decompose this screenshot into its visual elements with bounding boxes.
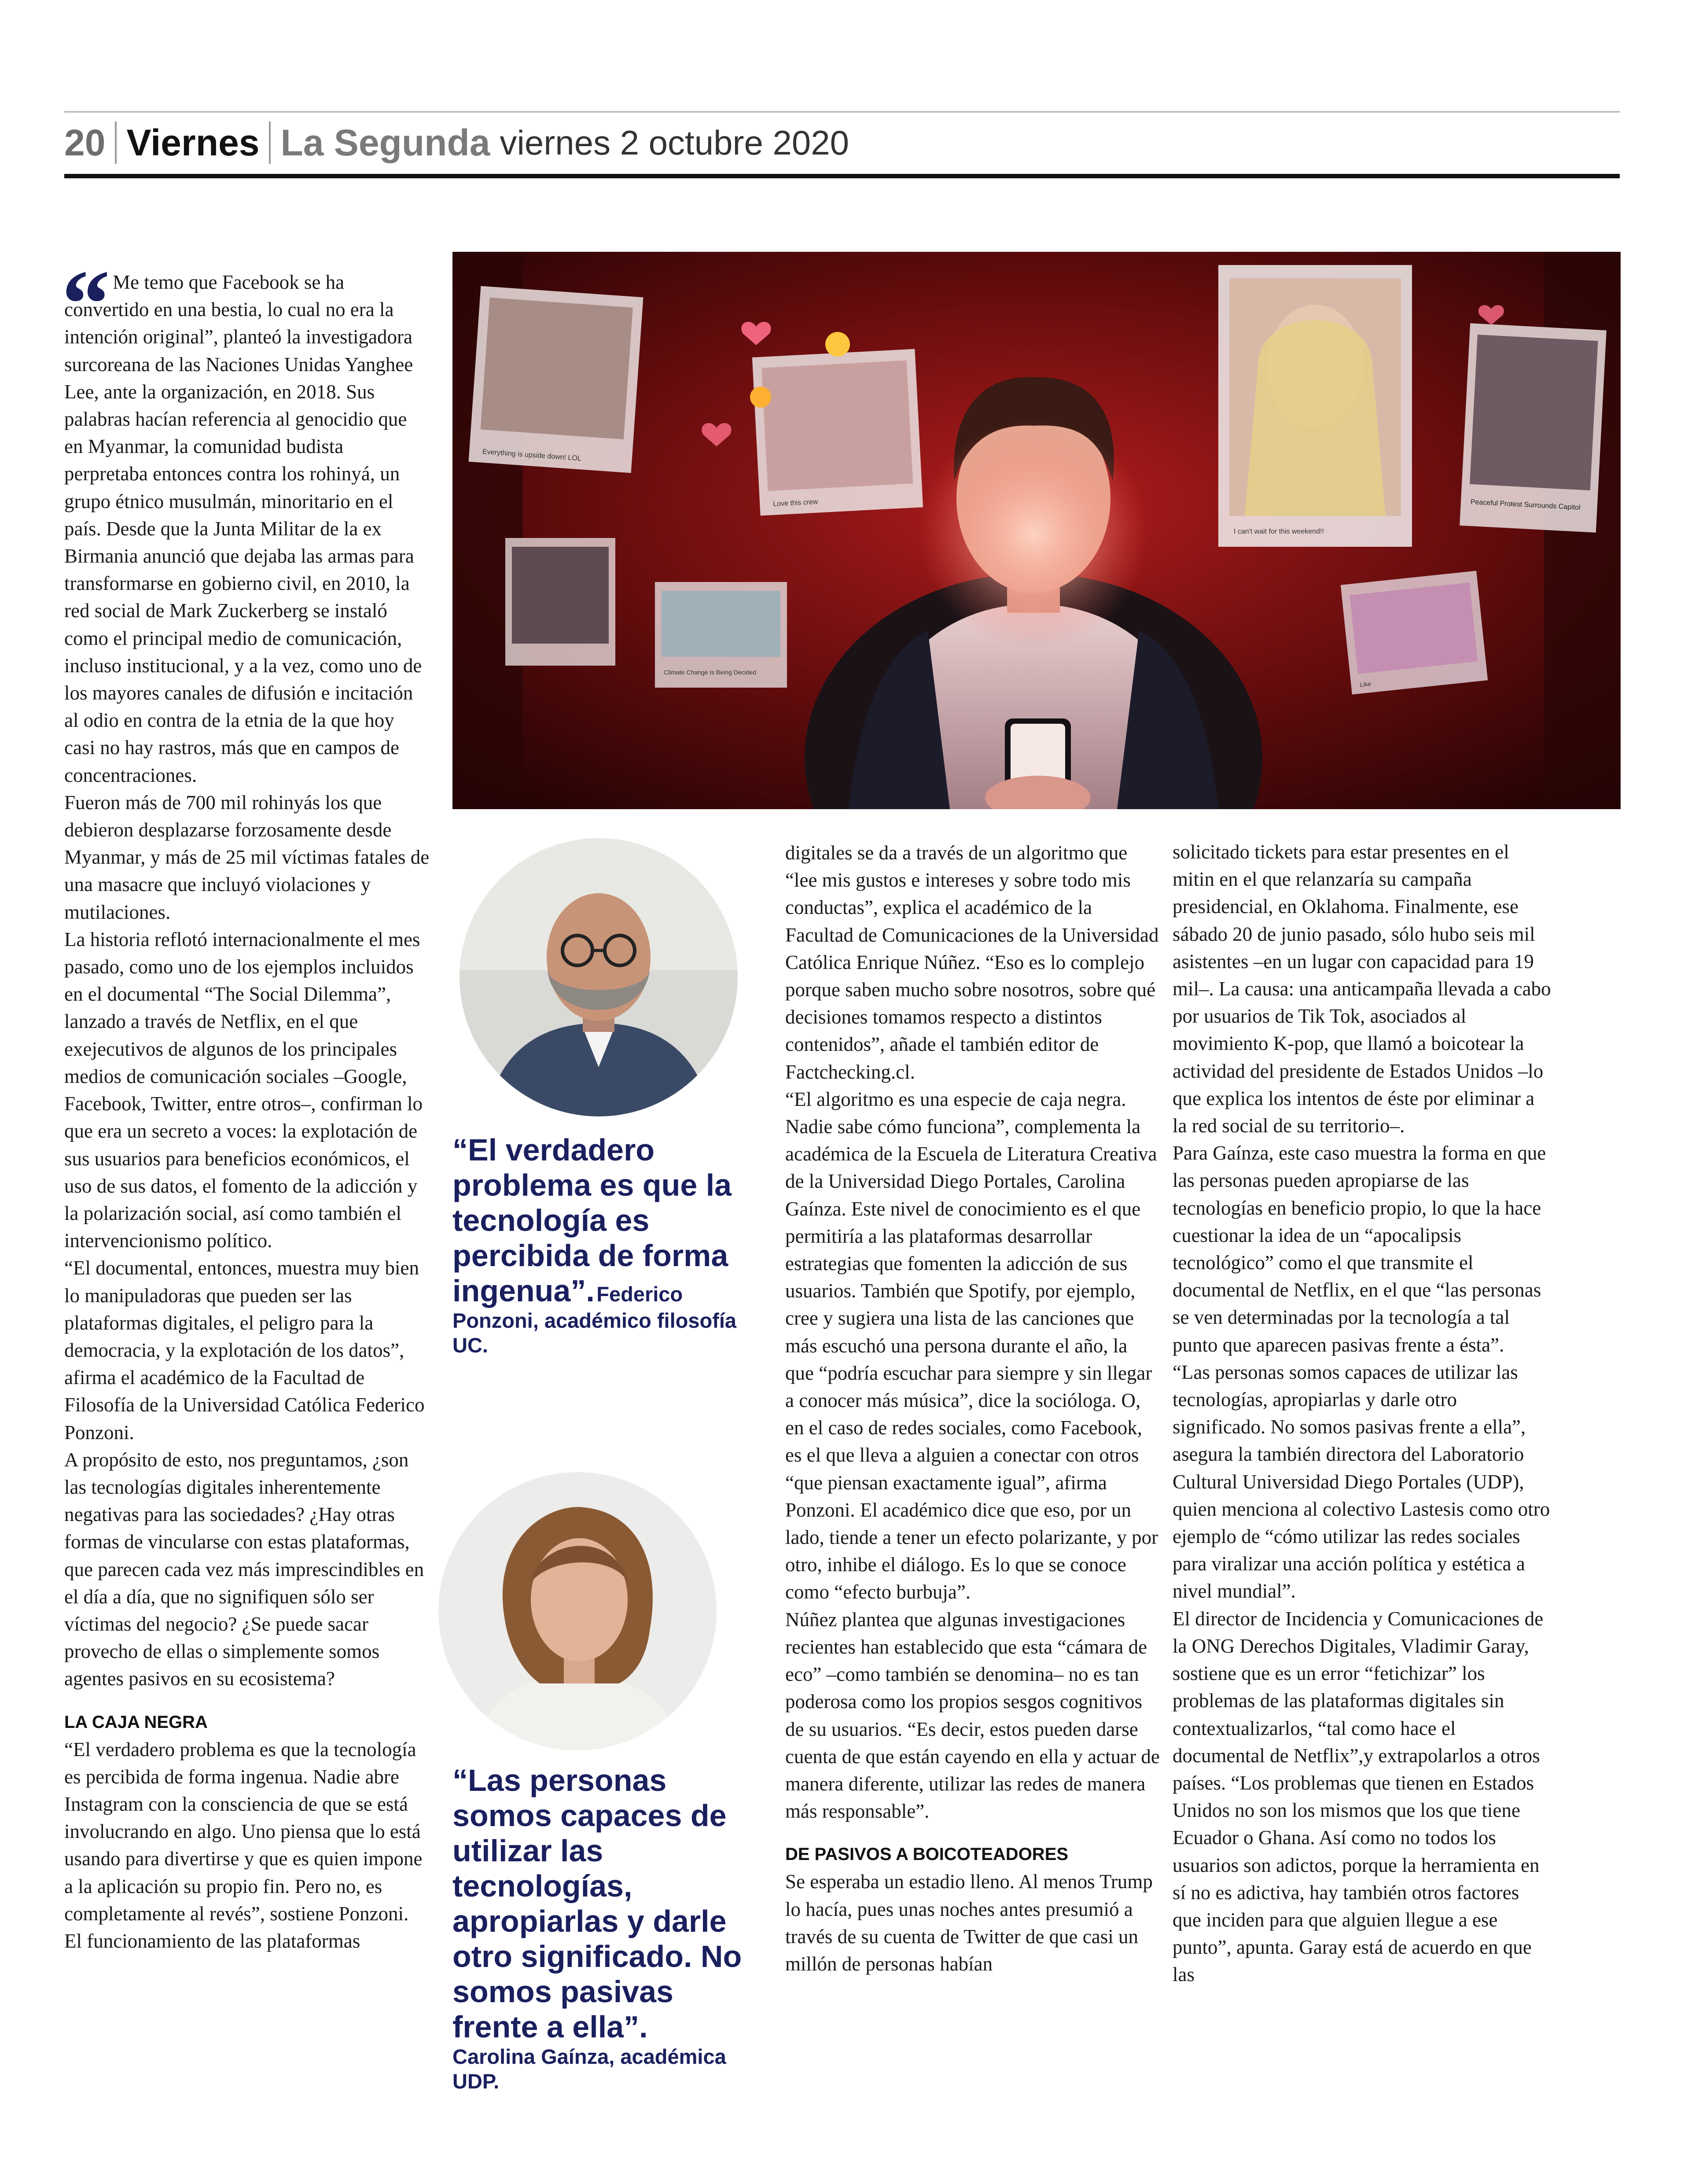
section-name: Viernes	[126, 122, 260, 163]
paragraph: El funcionamiento de las plataformas	[64, 1930, 360, 1952]
header-top-rule	[64, 111, 1620, 113]
pull-quote-attribution: Carolina Gaínza, académica UDP.	[452, 2045, 726, 2093]
header-separator	[115, 122, 117, 164]
subhead-pasivos-boicoteadores: DE PASIVOS A BOICOTEADORES	[785, 1845, 1069, 1864]
floating-card	[468, 286, 643, 473]
floating-card	[655, 582, 787, 688]
opening-quote-mark: “	[62, 250, 110, 357]
floating-card	[1218, 265, 1412, 547]
card-photo	[512, 547, 609, 644]
paragraph: Me temo que Facebook se ha convertido en una bestia, lo cual no era la intención original”, planteó la investigadora surcoreana de las Naciones Unidas Yanghee Lee, ante la organización, en 2018. Sus palabras hacían referencia al genocidio que en Myanmar, la comunidad budista perpretaba entonces contra los rohinyá, un grupo étnico musulmán, minoritario en el país. Desde que la Junta Militar de la ex Birmania anunció que dejaba las armas para transformarse en gobierno civil, en 2010, la red social de Mark Zuckerberg se instaló como el principal medio de comunicación, incluso institucional, y a la vez, como uno de los mayores canales de difusión e incitación al odio en contra de la etnia de la que hoy casi no hay rastros, más que en campos de concentraciones.	[64, 271, 422, 786]
paragraph: El director de Incidencia y Comunicaciones de la ONG Derechos Digitales, Vladimir Garay, sostiene que es un error “fetichizar” los problemas de las plataformas digitales sin contextualizarlos, “tal como hace el documental de Netflix”,y extrapolarlos a otros países. “Los problemas que tienen en Estados Unidos no son los mismos que los que tiene Ecuador o Ghana. Así como no todos los usuarios son adictos, porque la herramienta en sí no es adictiva, hay también otros factores que inciden para que alguien llegue a ese punto”, apunta. Garay está de acuerdo en que las	[1173, 1607, 1544, 1986]
page-number: 20	[64, 122, 106, 163]
pull-quote-1	[452, 1132, 761, 1358]
emoji-icon	[825, 332, 850, 357]
paragraph: Para Gaínza, este caso muestra la forma en que las personas pueden apropiarse de las tecnologías en beneficio propio, lo que la hace cuestionar la idea de un “apocalipsis tecnológico” como el que transmite el documental de Netflix, en el que “las personas se ven determinadas por la tecnología a tal punto que aparecen pasivas frente a ésta”.	[1173, 1142, 1546, 1356]
paragraph: “Las personas somos capaces de utilizar las tecnologías, apropiarlas y darle otro significado. No somos pasivas frente a ella”, asegura la también directora del Laboratorio Cultural Universidad Diego Portales (UDP), quien menciona al colectivo Lastesis como otro ejemplo de “cómo utilizar las redes sociales para viralizar una acción política y estética a nivel mundial”.	[1173, 1361, 1550, 1602]
hero-photo-illustration	[452, 252, 1621, 809]
pull-quote-attribution: Federico Ponzoni, académico filosofía UC.	[452, 1282, 737, 1357]
card-caption: Everything is upside down! LOL	[482, 448, 582, 463]
floating-card	[1460, 323, 1607, 533]
article-column-4	[1173, 838, 1551, 1989]
portrait-federico-ponzoni	[460, 838, 738, 1116]
header-bottom-rule	[64, 174, 1620, 178]
paragraph: “El verdadero problema es que la tecnología es percibida de forma ingenua. Nadie abre Instagram con la consciencia de que se está involucrando en algo. Uno piensa que lo está usando para divertirse y que es quien impone a la aplicación su propio fin. Pero no, es completamente al revés”, sostiene Ponzoni.	[64, 1738, 423, 1925]
paragraph: La historia reflotó internacionalmente el mes pasado, como uno de los ejemplos incluidos en el documental “The Social Dilemma”, lanzado a través de Netflix, en el que exejecutivos de algunos de los principales medios de comunicación sociales –Google, Facebook, Twitter, entre otros–, confirman lo que era un secreto a voces: la explotación de sus usuarios para beneficios económicos, el uso de sus datos, el fomento de la adicción y la polarización social, así como también el intervencionismo político.	[64, 928, 423, 1252]
pull-quote-text: “Las personas somos capaces de utilizar las tecnologías, apropiarlas y darle otro significado. No somos pasivas frente a ella”.	[452, 1763, 742, 2044]
paragraph: solicitado tickets para estar presentes en el mitin en el que relanzaría su campaña presidencial, en Oklahoma. Finalmente, ese sábado 20 de junio pasado, sólo hubo seis mil asistentes –en un lugar con capacidad para 19 mil–. La causa: una anticampaña llevada a cabo por usuarios de Tik Tok, asociados al movimiento K-pop, que llamó a boicotear la actividad del presidente de Estados Unidos –lo que explica los intentos de éste por eliminar a la red social de su territorio–.	[1173, 841, 1551, 1137]
paragraph: Se esperaba un estadio lleno. Al menos Trump lo hacía, pues unas noches antes presumió a través de su cuenta de Twitter de que casi un millón de personas habían	[785, 1871, 1153, 1975]
card-caption: Love this crew	[772, 498, 818, 508]
card-caption: Like	[1359, 680, 1372, 689]
publication-name: La Segunda	[280, 122, 490, 163]
article-column-3	[785, 839, 1160, 1978]
paragraph: Fueron más de 700 mil rohinyás los que debieron desplazarse forzosamente desde Myanmar, y más de 25 mil víctimas fatales de una masacre que incluyó violaciones y mutilaciones.	[64, 791, 430, 923]
paragraph: “El documental, entonces, muestra muy bien lo manipuladoras que pueden ser las plataformas digitales, el peligro para la democracia, y la explotación de los datos”, afirma el académico de la Facultad de Filosofía de la Universidad Católica Federico Ponzoni.	[64, 1257, 425, 1444]
floating-card	[752, 349, 923, 516]
issue-date: viernes 2 octubre 2020	[500, 123, 849, 162]
card-caption: Climate Change Is Being Decided	[664, 669, 757, 676]
portrait-carolina-gainza	[438, 1472, 717, 1750]
emoji-icon	[750, 387, 771, 408]
paragraph: digitales se da a través de un algoritmo que “lee mis gustos e intereses y sobre todo mis conductas”, explica el académico de la Facultad de Comunicaciones de la Universidad Católica Enrique Núñez. “Eso es lo complejo porque saben mucho sobre nosotros, sobre qué decisiones tomamos respecto a distintos contenidos”, añade el también editor de Factchecking.cl.	[785, 842, 1159, 1083]
pull-quote-2	[452, 1763, 761, 2094]
pull-quote-text: “El verdadero problema es que la tecnología es percibida de forma ingenua”.	[452, 1133, 732, 1308]
hero-photo	[452, 252, 1621, 809]
paragraph: “El algoritmo es una especie de caja negra. Nadie sabe cómo funciona”, complementa la académica de la Escuela de Literatura Creativa de la Universidad Diego Portales, Carolina Gaínza. Este nivel de conocimiento es el que permitiría a las plataformas desarrollar estrategias que fomenten la adicción de sus usuarios. También que Spotify, por ejemplo, cree y sugiera una lista de las canciones que más escuchó una persona durante el año, la que “podría escuchar para siempre y sin llegar a conocer más música”, dice la socióloga. O, en el caso de redes sociales, como Facebook, es el que lleva a alguien a conectar con otros “que piensan exactamente igual”, afirma Ponzoni. El académico dice que eso, por un lado, tiende a tener un efecto polarizante, y por otro, inhibe el diálogo. Es lo que se conoce como “efecto burbuja”.	[785, 1088, 1158, 1603]
page-header	[64, 115, 849, 170]
article-column-1	[64, 269, 430, 1955]
card-caption: I can't wait for this weekend!!	[1234, 528, 1324, 535]
header-separator	[269, 122, 271, 164]
card-caption: Peaceful Protest Surrounds Capitol	[1470, 498, 1581, 512]
subhead-caja-negra: LA CAJA NEGRA	[64, 1712, 208, 1732]
paragraph: A propósito de esto, nos preguntamos, ¿son las tecnologías digitales inherentemente negativas para las sociedades? ¿Hay otras formas de vincularse con estas plataformas, que parecen cada vez más imprescindibles en el día a día, que no signifiquen sólo ser víctimas del negocio? ¿Se puede sacar provecho de ellas o simplemente somos agentes pasivos en su ecosistema?	[64, 1448, 424, 1690]
floating-card	[1341, 571, 1488, 694]
paragraph: Núñez plantea que algunas investigaciones recientes han establecido que esta “cámara de eco” –como también se denomina– no es tan poderosa como los propios sesgos cognitivos de su usuarios. “Es decir, estos pueden darse cuenta de que están cayendo en ella y actuar de manera diferente, utilizar las redes de manera más responsable”.	[785, 1608, 1160, 1823]
